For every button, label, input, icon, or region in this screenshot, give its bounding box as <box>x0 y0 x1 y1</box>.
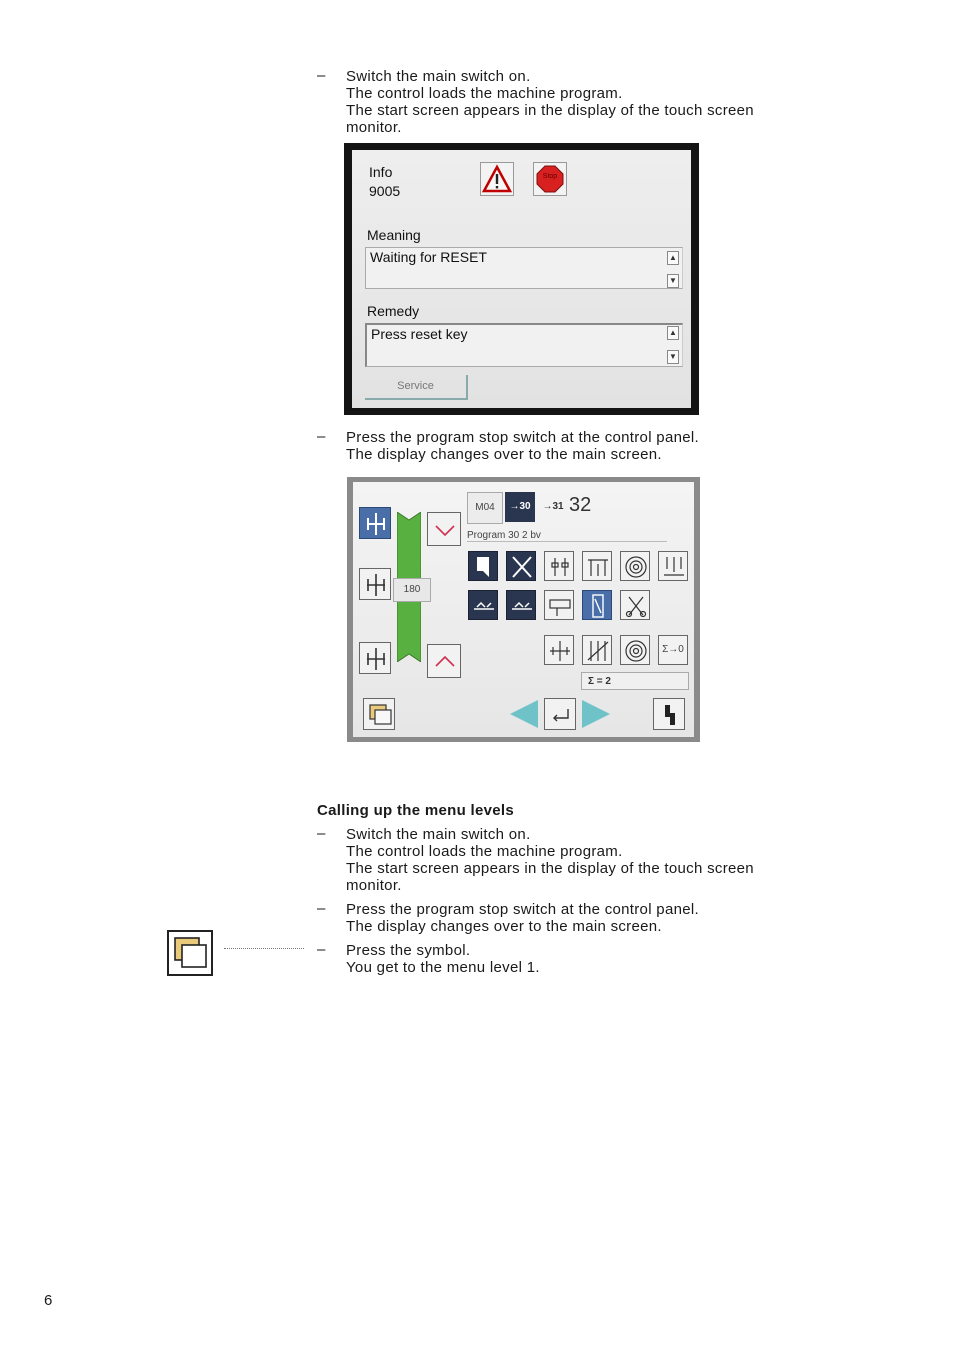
menu-levels-icon <box>167 930 213 976</box>
start-screen-photo <box>344 143 699 415</box>
scissors-icon[interactable] <box>620 590 650 620</box>
meaning-text-box[interactable] <box>365 247 683 289</box>
stop-sign-text: Stop <box>542 173 558 180</box>
service-button[interactable]: Service <box>365 375 468 400</box>
section-step-text <box>346 942 540 976</box>
enter-icon[interactable] <box>544 698 576 730</box>
page-number: 6 <box>44 1292 53 1309</box>
sewing-foot-icon[interactable] <box>468 590 498 620</box>
material-icon[interactable] <box>544 590 574 620</box>
counter-reset-text: Σ→0 <box>662 644 684 655</box>
tab-program-30[interactable]: →30 <box>505 492 535 522</box>
tab-m04[interactable]: M04 <box>467 492 503 524</box>
sewing-foot-icon[interactable] <box>506 590 536 620</box>
remedy-text: Press reset key <box>371 326 468 342</box>
text-line: Press the symbol. <box>346 942 471 959</box>
text-line: Press the program stop switch at the control panel. <box>346 429 699 446</box>
thread-cutter-icon[interactable] <box>506 551 536 581</box>
bullet-dash: – <box>317 428 326 445</box>
bobbin-icon[interactable] <box>620 635 650 665</box>
stitch-length-icon[interactable] <box>359 642 391 674</box>
text-line: Switch the main switch on. <box>346 68 531 85</box>
remedy-text-box[interactable] <box>365 323 683 367</box>
scroll-down-icon[interactable]: ▼ <box>667 274 679 288</box>
text-line: The start screen appears in the display of the touch screen <box>346 860 754 877</box>
remedy-label: Remedy <box>367 303 420 319</box>
info-label: Info <box>369 164 393 180</box>
program-number: 32 <box>569 494 592 516</box>
step2-text <box>346 429 699 463</box>
scroll-down-icon[interactable]: ▼ <box>667 350 679 364</box>
text-line: The display changes over to the main screen. <box>346 446 662 463</box>
warning-triangle-icon[interactable] <box>480 162 514 196</box>
bobbin-icon[interactable] <box>620 551 650 581</box>
needle-position-icon[interactable] <box>582 551 612 581</box>
bullet-dash: – <box>317 825 326 842</box>
foot-lift-icon[interactable] <box>658 551 688 581</box>
needle-up-down-icon[interactable] <box>653 698 685 730</box>
crosshair-icon[interactable] <box>544 635 574 665</box>
scroll-up-icon[interactable]: ▲ <box>667 326 679 340</box>
meaning-label: Meaning <box>367 227 421 243</box>
main-screen-panel <box>353 482 694 737</box>
start-screen-panel <box>352 150 691 408</box>
text-line: You get to the menu level 1. <box>346 959 540 976</box>
text-line: The control loads the machine program. <box>346 843 623 860</box>
text-line: monitor. <box>346 119 402 136</box>
seam-length-icon[interactable] <box>582 590 612 620</box>
bullet-dash: – <box>317 900 326 917</box>
tab-program-31[interactable]: →31 <box>542 501 564 512</box>
main-screen-photo <box>347 477 700 742</box>
section-step-text <box>346 901 699 935</box>
leader-line <box>224 948 304 949</box>
presser-foot-icon[interactable] <box>544 551 574 581</box>
text-line: Press the program stop switch at the control panel. <box>346 901 699 918</box>
chevron-down-icon[interactable] <box>427 512 461 546</box>
section-heading: Calling up the menu levels <box>317 802 515 819</box>
thread-tension-icon[interactable] <box>359 507 391 539</box>
program-label: Program 30 2 bv <box>467 530 667 542</box>
stitch-value: 180 <box>393 578 431 602</box>
text-line: The start screen appears in the display of the touch screen <box>346 102 754 119</box>
thread-trim-icon[interactable] <box>582 635 612 665</box>
stitch-length-icon[interactable] <box>359 568 391 600</box>
stop-sign-icon[interactable] <box>533 162 567 196</box>
text-line: The display changes over to the main screen. <box>346 918 662 935</box>
step1-text <box>346 68 754 136</box>
text-line: The control loads the machine program. <box>346 85 623 102</box>
counter-reset-button[interactable] <box>658 635 688 665</box>
arrow-right-icon[interactable] <box>580 698 612 730</box>
meaning-text: Waiting for RESET <box>370 249 487 265</box>
piece-counter: Σ = 2 <box>581 672 689 690</box>
bullet-dash: – <box>317 67 326 84</box>
edge-guide-icon[interactable] <box>468 551 498 581</box>
section-step-text <box>346 826 754 894</box>
chevron-up-icon[interactable] <box>427 644 461 678</box>
scroll-up-icon[interactable]: ▲ <box>667 251 679 265</box>
text-line: monitor. <box>346 877 402 894</box>
arrow-left-icon[interactable] <box>508 698 540 730</box>
text-line: Switch the main switch on. <box>346 826 531 843</box>
info-code: 9005 <box>369 183 401 199</box>
bullet-dash: – <box>317 941 326 958</box>
menu-levels-icon[interactable] <box>363 698 395 730</box>
